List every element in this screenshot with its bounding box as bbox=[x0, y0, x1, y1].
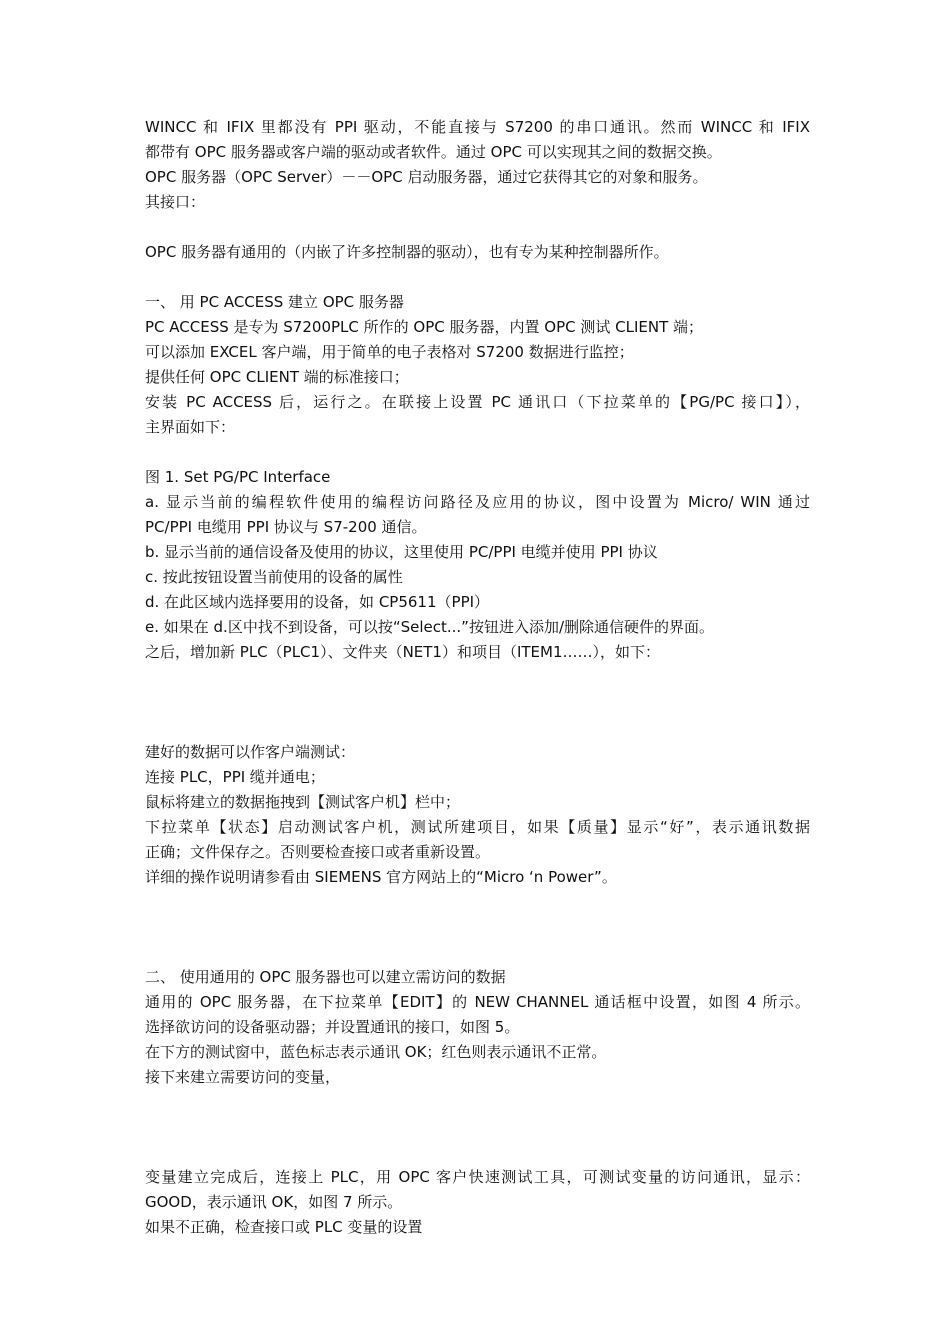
figure-caption: 图 1. Set PG/PC Interface bbox=[145, 468, 331, 486]
section-heading-2: 二、 使用通用的 OPC 服务器也可以建立需访问的数据 bbox=[145, 968, 506, 986]
text-line: PC/PPI 电缆用 PPI 协议与 S7-200 通信。 bbox=[145, 518, 427, 536]
text-line: 选择欲访问的设备驱动器；并设置通讯的接口，如图 5。 bbox=[145, 1018, 520, 1036]
blank-line bbox=[145, 215, 810, 240]
text-line: 提供任何 OPC CLIENT 端的标准接口； bbox=[145, 368, 409, 386]
blank-space bbox=[145, 665, 810, 740]
text-line: PC ACCESS 是专为 S7200PLC 所作的 OPC 服务器，内置 OPC 测试 CLIENT 端； bbox=[145, 318, 704, 336]
document-body bbox=[145, 115, 810, 1240]
text-line: 建好的数据可以作客户端测试： bbox=[145, 743, 356, 761]
blank-line bbox=[145, 265, 810, 290]
text-line: c. 按此按钮设置当前使用的设备的属性 bbox=[145, 568, 403, 586]
text-line: 变量建立完成后，连接上 PLC，用 OPC 客户快速测试工具，可测试变量的访问通讯，显示： bbox=[145, 1168, 810, 1186]
blank-line bbox=[145, 440, 810, 465]
text-line: a. 显示当前的编程软件使用的编程访问路径及应用的协议，图中设置为 Micro/ WIN 通过 bbox=[145, 493, 810, 511]
text-line: 鼠标将建立的数据拖拽到【测试客户机】栏中； bbox=[145, 793, 461, 811]
text-line: 通用的 OPC 服务器，在下拉菜单【EDIT】的 NEW CHANNEL 通话框中设置，如图 4 所示。 bbox=[145, 993, 810, 1011]
text-line: OPC 服务器有通用的（内嵌了许多控制器的驱动），也有专为某种控制器所作。 bbox=[145, 243, 669, 261]
text-line: 连接 PLC，PPI 缆并通电； bbox=[145, 768, 325, 786]
text-line: 如果不正确，检查接口或 PLC 变量的设置 bbox=[145, 1218, 423, 1236]
text-line: 主界面如下： bbox=[145, 418, 236, 436]
text-line: 安装 PC ACCESS 后，运行之。在联接上设置 PC 通讯口（下拉菜单的【PG/PC 接口】）， bbox=[145, 393, 810, 411]
blank-space bbox=[145, 890, 810, 965]
text-line: 正确；文件保存之。否则要检查接口或者重新设置。 bbox=[145, 843, 491, 861]
text-line: 在下方的测试窗中，蓝色标志表示通讯 OK；红色则表示通讯不正常。 bbox=[145, 1043, 607, 1061]
text-line: 下拉菜单【状态】启动测试客户机，测试所建项目，如果【质量】显示“好”，表示通讯数据 bbox=[145, 818, 810, 836]
text-line: WINCC 和 IFIX 里都没有 PPI 驱动，不能直接与 S7200 的串口通讯。然而 WINCC 和 IFIX bbox=[145, 118, 810, 136]
text-line: b. 显示当前的通信设备及使用的协议，这里使用 PC/PPI 电缆并使用 PPI 协议 bbox=[145, 543, 658, 561]
text-line: 都带有 OPC 服务器或客户端的驱动或者软件。通过 OPC 可以实现其之间的数据交换。 bbox=[145, 143, 722, 161]
section-heading-1: 一、 用 PC ACCESS 建立 OPC 服务器 bbox=[145, 293, 404, 311]
text-line: 接下来建立需要访问的变量， bbox=[145, 1068, 341, 1086]
text-line: 可以添加 EXCEL 客户端，用于简单的电子表格对 S7200 数据进行监控； bbox=[145, 343, 634, 361]
text-line: 其接口： bbox=[145, 193, 206, 211]
text-line: GOOD，表示通讯 OK，如图 7 所示。 bbox=[145, 1193, 403, 1211]
text-line: e. 如果在 d.区中找不到设备，可以按“Select...”按钮进入添加/删除通信硬件的界面。 bbox=[145, 618, 714, 636]
blank-space bbox=[145, 1090, 810, 1165]
text-line: d. 在此区域内选择要用的设备，如 CP5611（PPI） bbox=[145, 593, 490, 611]
text-line: OPC 服务器（OPC Server）－－OPC 启动服务器，通过它获得其它的对象和服务。 bbox=[145, 168, 708, 186]
text-line: 详细的操作说明请参看由 SIEMENS 官方网站上的“Micro ‘n Power”。 bbox=[145, 868, 617, 886]
text-line: 之后，增加新 PLC（PLC1）、文件夹（NET1）和项目（ITEM1……），如下： bbox=[145, 643, 661, 661]
